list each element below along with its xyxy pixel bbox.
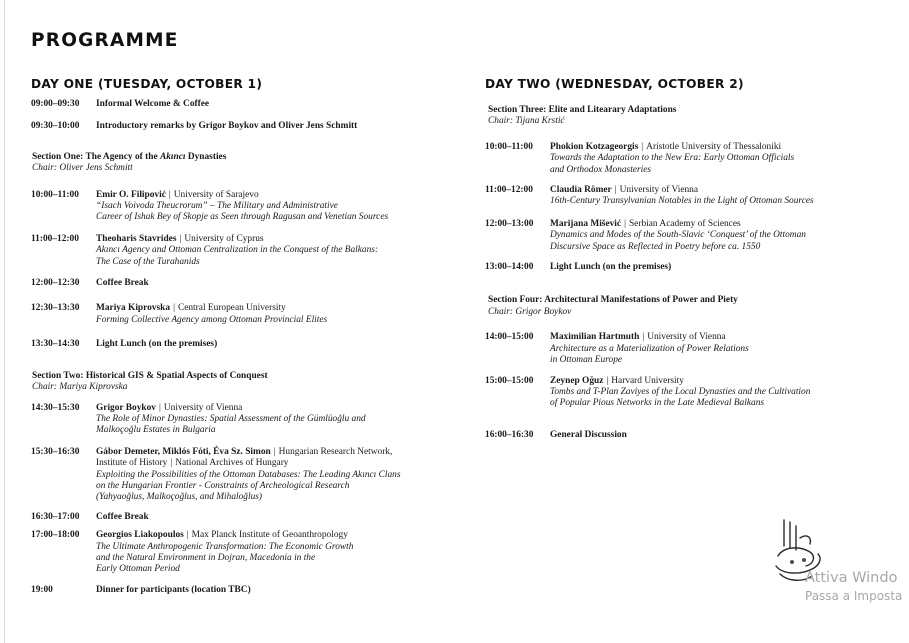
slot-event: Light Lunch (on the premises) xyxy=(550,262,672,273)
speaker-affiliation: Harvard University xyxy=(611,375,684,386)
schedule-slot: 12:00–13:00 Marijana Mišević | Serbian Academy of Sciences Dynamics and Modes of the South-Slavic ‘Conquest’ of the Ottoman Discursive Space as Reflected in Poetry before ca. 1550 xyxy=(485,219,895,253)
paper-title: “Isach Voivoda Theucrorum” – The Military and Administrative Career of Ishak Bey of Skopje as Seen through Ragusan and Venetian Sources xyxy=(96,201,389,223)
slot-time: 12:30–13:30 xyxy=(31,303,80,314)
speaker-affiliation: University of Vienna xyxy=(163,402,243,413)
windows-activation-overlay: Attiva Windo Passa a Imposta xyxy=(805,570,903,603)
speaker-affiliation: Hungarian Research Network, xyxy=(278,446,393,457)
slot-event: Coffee Break xyxy=(96,511,149,522)
slot-time: 17:00–18:00 xyxy=(31,530,80,541)
paper-title: Architecture as a Materialization of Power Relations in Ottoman Europe xyxy=(550,343,749,366)
slot-time: 15:30–16:30 xyxy=(31,446,80,457)
day-one-heading: DAY ONE (TUESDAY, OCTOBER 1) xyxy=(31,77,263,91)
day-two-column xyxy=(485,77,895,441)
schedule-slot: 14:30–15:30 Grigor Boykov | University of Vienna The Role of Minor Dynasties: Spatial Assessment of the Gümlüoğlu and Malkoçoğlu Estates in Bulgaria xyxy=(31,403,461,437)
section-title: Section Two: Historical GIS & Spatial Aspects of Conquest xyxy=(32,370,268,381)
schedule-slot: 12:30–13:30 Mariya Kiprovska | Central European University Forming Collective Agency among Ottoman Provincial Elites xyxy=(31,303,461,326)
speaker-name: Mariya Kiprovska xyxy=(96,303,171,314)
speaker-affiliation-2: National Archives of Hungary xyxy=(175,458,289,469)
speaker-name: Marijana Mišević xyxy=(550,218,622,229)
page-title: PROGRAMME xyxy=(31,30,179,51)
slot-event: Light Lunch (on the premises) xyxy=(96,339,218,350)
slot-time: 13:00–14:00 xyxy=(485,262,534,273)
slot-time: 14:00–15:00 xyxy=(485,332,534,343)
section-four-header xyxy=(488,295,895,318)
paper-title: The Ultimate Anthropogenic Transformation: The Economic Growth and the Natural Environment in Dojran, Macedonia in the Early Ottoman Period xyxy=(96,541,354,575)
paper-title: Tombs and T-Plan Zaviyes of the Local Dynasties and the Cultivation of Popular Pious Networks in the Late Medieval Balkans xyxy=(550,386,811,409)
schedule-slot xyxy=(31,99,461,110)
speaker-affiliation: University of Vienna xyxy=(619,185,699,196)
schedule-slot: 10:00–11:00 Phokion Kotzageorgis | Aristotle University of Thessaloniki Towards the Adaptation to the New Era: Early Ottoman Officials and Orthodox Monasteries xyxy=(485,142,895,176)
paper-title: Towards the Adaptation to the New Era: Early Ottoman Officials and Orthodox Monasteries xyxy=(550,153,795,175)
schedule-slot xyxy=(31,339,461,350)
speaker-affiliation: University of Cyprus xyxy=(184,233,264,244)
slot-event: Coffee Break xyxy=(96,278,149,289)
speaker-affiliation: University of Vienna xyxy=(647,332,726,343)
speaker-name: Gábor Demeter, Miklós Fóti, Éva Sz. Simon xyxy=(96,446,271,457)
schedule-slot: 11:00–12:00 Theoharis Stavrides | University of Cyprus Akıncı Agency and Ottoman Centralization in the Conquest of the Balkans: The Case of the Turahanids xyxy=(31,234,461,268)
schedule-slot xyxy=(31,512,461,523)
slot-time: 09:30–10:00 xyxy=(31,121,80,132)
schedule-slot xyxy=(31,585,461,596)
section-title: Section One: The Agency of the Akıncı Dynasties xyxy=(32,151,227,162)
page-edge xyxy=(4,0,5,643)
slot-time: 12:00–12:30 xyxy=(31,278,80,289)
slot-time: 10:00–11:00 xyxy=(485,141,533,152)
paper-title: 16th-Century Transylvanian Notables in the Light of Ottoman Sources xyxy=(550,196,814,207)
speaker-name: Theoharis Stavrides xyxy=(96,233,177,244)
schedule-slot xyxy=(485,262,895,273)
speaker-name: Claudia Römer xyxy=(550,185,612,196)
schedule-slot: 15:00–15:00 Zeynep Oğuz | Harvard University Tombs and T-Plan Zaviyes of the Local Dynasties and the Cultivation of Popular Pious Networks in the Late Medieval Balkans xyxy=(485,376,895,410)
section-chair: Chair: Oliver Jens Schmitt xyxy=(32,163,133,174)
slot-event: Informal Welcome & Coffee xyxy=(96,99,210,109)
speaker-name: Zeynep Oğuz xyxy=(550,375,604,386)
paper-title: Exploiting the Possibilities of the Ottoman Databases: The Leading Akıncı Clans on the Hungarian Frontier - Constraints of Archeological Research (Yahyaoğlus, Malkoçoğlus, and Mihaloğlus) xyxy=(96,469,401,503)
speaker-name: Georgios Liakopoulos xyxy=(96,530,184,541)
day-one-column xyxy=(31,77,461,596)
section-chair: Chair: Tijana Krstić xyxy=(488,116,565,127)
section-title: Section Four: Architectural Manifestations of Power and Piety xyxy=(488,295,738,306)
section-chair: Chair: Grigor Boykov xyxy=(488,306,572,317)
paper-title: Akıncı Agency and Ottoman Centralization in the Conquest of the Balkans: The Case of the Turahanids xyxy=(96,245,379,267)
slot-time: 12:00–13:00 xyxy=(485,218,534,229)
section-two-header xyxy=(32,371,461,394)
slot-time: 15:00–15:00 xyxy=(485,375,534,386)
section-three-header xyxy=(488,105,895,128)
slot-time: 11:00–12:00 xyxy=(485,185,533,196)
schedule-slot xyxy=(485,430,895,441)
slot-time: 16:00–16:30 xyxy=(485,429,534,440)
slot-time: 14:30–15:30 xyxy=(31,402,80,413)
speaker-name: Grigor Boykov xyxy=(96,402,156,413)
speaker-affiliation: Aristotle University of Thessaloniki xyxy=(646,141,782,152)
slot-time: 09:00–09:30 xyxy=(31,99,80,109)
slot-time: 16:30–17:00 xyxy=(31,511,80,522)
paper-title: Dynamics and Modes of the South-Slavic ‘Conquest’ of the Ottoman Discursive Space as Reflected in Poetry before ca. 1550 xyxy=(550,230,806,252)
slot-time: 10:00–11:00 xyxy=(31,189,79,200)
schedule-slot: 10:00–11:00 Emir O. Filipović | University of Sarajevo “Isach Voivoda Theucrorum” – The Military and Administrative Career of Ishak Bey of Skopje as Seen through Ragusan and Venetian Sources xyxy=(31,190,461,224)
day-two-heading: DAY TWO (WEDNESDAY, OCTOBER 2) xyxy=(485,77,744,91)
speaker-name: Emir O. Filipović xyxy=(96,189,166,200)
speaker-affiliation: University of Sarajevo xyxy=(173,189,259,200)
schedule-slot xyxy=(31,278,461,289)
section-one-header xyxy=(32,152,461,175)
schedule-slot: 11:00–12:00 Claudia Römer | University of Vienna 16th-Century Transylvanian Notables in the Light of Ottoman Sources xyxy=(485,185,895,208)
paper-title: Forming Collective Agency among Ottoman Provincial Elites xyxy=(96,314,328,325)
schedule-slot: 17:00–18:00 Georgios Liakopoulos | Max Planck Institute of Geoanthropology The Ultimate Anthropogenic Transformation: The Economic Growth and the Natural Environment in Dojran, Macedonia in the Early Ottoman Period xyxy=(31,530,461,576)
schedule-slot: 14:00–15:00 Maximilian Hartmuth | University of Vienna Architecture as a Materialization of Power Relations in Ottoman Europe xyxy=(485,332,895,366)
speaker-name: Phokion Kotzageorgis xyxy=(550,141,639,152)
speaker-affiliation: Central European University xyxy=(177,303,286,314)
speaker-affiliation-line2: Institute of History xyxy=(96,458,168,469)
paper-title: The Role of Minor Dynasties: Spatial Assessment of the Gümlüoğlu and Malkoçoğlu Estates in Bulgaria xyxy=(96,413,366,436)
section-title: Section Three: Elite and Litearary Adaptations xyxy=(488,105,677,115)
slot-time: 19:00 xyxy=(31,584,53,595)
slot-event: Dinner for participants (location TBC) xyxy=(96,584,251,595)
speaker-affiliation: Serbian Academy of Sciences xyxy=(628,218,741,229)
slot-time: 11:00–12:00 xyxy=(31,233,79,244)
speaker-name: Maximilian Hartmuth xyxy=(550,332,640,343)
slot-event: General Discussion xyxy=(550,429,627,440)
slot-event: Introductory remarks by Grigor Boykov and Oliver Jens Schmitt xyxy=(96,121,358,132)
schedule-slot: 15:30–16:30 Gábor Demeter, Miklós Fóti, Éva Sz. Simon | Hungarian Research Network, Institute of History | National Archives of Hungary Exploiting the Possibilities of the Ottoman Databases: The Leading Akıncı Clans on the Hungarian Frontier - Constraints of Archeological Research (Yahyaoğlus, Malkoçoğlus, and Mihaloğlus) xyxy=(31,447,461,504)
schedule-slot xyxy=(31,121,461,132)
section-chair: Chair: Mariya Kiprovska xyxy=(32,382,128,393)
speaker-affiliation: Max Planck Institute of Geoanthropology xyxy=(191,530,348,541)
slot-time: 13:30–14:30 xyxy=(31,339,80,350)
